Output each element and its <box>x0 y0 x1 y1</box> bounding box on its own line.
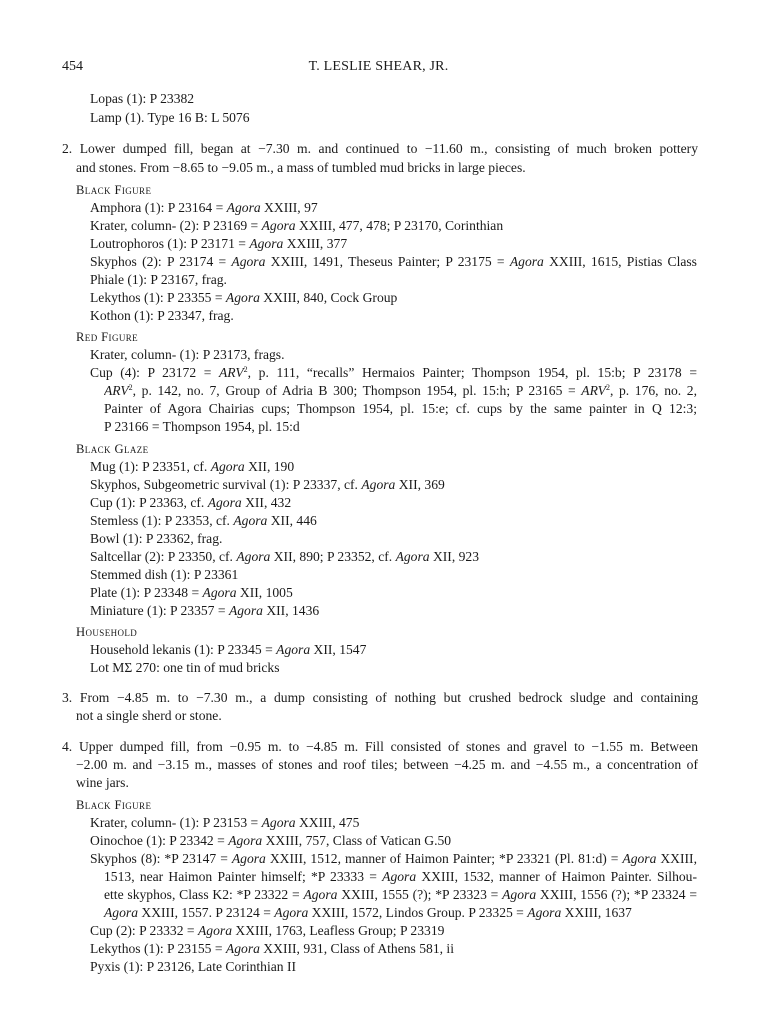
list-item: Painter of Agora Chairias cups; Thompson 1954, pl. 15:e; cf. cups by the same painter in Q 12:3; <box>104 401 697 416</box>
list-item: Bowl (1): P 23362, frag. <box>90 531 223 546</box>
list-item: ARV$^2$, p. 142, no. 7, Group of Adria B 300; Thompson 1954, pl. 15:h; P $23165 = ARV^2$, p. 176, no. 2, <box>104 383 697 398</box>
paragraph-line: 3. From −4.85 m. to −7.30 m., a dump consisting of nothing but crushed bedrock sludge and containing <box>62 690 698 705</box>
list-item: Krater, column- (2): P 23169 = Agora XXIII, 477, 478; P 23170, Corinthian <box>90 218 504 233</box>
list-item: Miniature (1): P 23357 = Agora XII, 1436 <box>90 603 320 618</box>
section-heading: Black Figure <box>76 183 152 197</box>
list-item: Krater, column- (1): P 23173, frags. <box>90 347 285 362</box>
list-item: Kothon (1): P 23347, frag. <box>90 308 234 323</box>
section-heading: Black Figure <box>76 798 152 812</box>
list-item: Skyphos, Subgeometric survival (1): P 23337, cf. Agora XII, 369 <box>90 477 445 492</box>
section-heading: Red Figure <box>76 330 139 344</box>
page-header <box>0 57 757 77</box>
list-item: P 23166 = Thompson 1954, pl. 15:d <box>104 419 300 434</box>
list-item: Skyphos (2): P 23174 = Agora XXIII, 1491, Theseus Painter; P 23175 = Agora XXIII, 1615, Pistias Class <box>90 254 697 269</box>
list-item: Oinochoe (1): P 23342 = Agora XXIII, 757, Class of Vatican G.50 <box>90 833 452 848</box>
page-number: 454 <box>62 59 83 74</box>
running-head: T. LESLIE SHEAR, JR. <box>308 59 449 74</box>
list-item: ette skyphos, Class K2: *P 23322 = Agora XXIII, 1555 (?); *P 23323 = Agora XXIII, 1556 (?); *P 23324 = <box>104 887 697 902</box>
list-item: Lekythos (1): P 23155 = Agora XXIII, 931, Class of Athens 581, ii <box>90 941 454 956</box>
list-item: Lamp (1). Type 16 B: L 5076 <box>90 110 250 125</box>
list-item: Stemless (1): P 23353, cf. Agora XII, 446 <box>90 513 317 528</box>
list-item: Phiale (1): P 23167, frag. <box>90 272 227 287</box>
paragraph-line: and stones. From −8.65 to −9.05 m., a mass of tumbled mud bricks in large pieces. <box>76 160 526 175</box>
list-item: Loutrophoros (1): P 23171 = Agora XXIII, 377 <box>90 236 348 251</box>
section-heading: Household <box>76 625 138 639</box>
list-item: Lekythos (1): P 23355 = Agora XXIII, 840, Cock Group <box>90 290 398 305</box>
paragraph-line: 2. Lower dumped fill, began at −7.30 m. and continued to −11.60 m., consisting of much broken pottery <box>62 141 698 156</box>
list-item: Household lekanis (1): P 23345 = Agora XII, 1547 <box>90 642 367 657</box>
list-item: Skyphos (8): *P 23147 = Agora XXIII, 1512, manner of Haimon Painter; *P 23321 (Pl. 81:d) = Agora XXIII, <box>90 851 697 866</box>
list-item: Cup (1): P 23363, cf. Agora XII, 432 <box>90 495 292 510</box>
paragraph-line: wine jars. <box>76 775 129 790</box>
list-item: Agora XXIII, 1557. P 23124 = Agora XXIII, 1572, Lindos Group. P 23325 = Agora XXIII, 1637 <box>104 905 632 920</box>
list-item: Lot ΜΣ 270: one tin of mud bricks <box>90 660 280 675</box>
list-item: Krater, column- (1): P 23153 = Agora XXIII, 475 <box>90 815 360 830</box>
list-item: Lopas (1): P 23382 <box>90 91 195 106</box>
list-item: Cup (2): P 23332 = Agora XXIII, 1763, Leafless Group; P 23319 <box>90 923 445 938</box>
paragraph-line: 4. Upper dumped fill, from −0.95 m. to −4.85 m. Fill consisted of stones and gravel to −1.55 m. Between <box>62 739 698 754</box>
paragraph-line: not a single sherd or stone. <box>76 708 222 723</box>
paragraph-line: −2.00 m. and −3.15 m., masses of stones and roof tiles; between −4.25 m. and −4.55 m., a concentration of <box>76 757 698 772</box>
list-item: Saltcellar (2): P 23350, cf. Agora XII, 890; P 23352, cf. Agora XII, 923 <box>90 549 480 564</box>
list-item: Plate (1): P 23348 = Agora XII, 1005 <box>90 585 293 600</box>
list-item: Pyxis (1): P 23126, Late Corinthian II <box>90 959 297 974</box>
list-item: Mug (1): P 23351, cf. Agora XII, 190 <box>90 459 295 474</box>
list-item: 1513, near Haimon Painter himself; *P 23333 = Agora XXIII, 1532, manner of Haimon Painter. Silhou- <box>104 869 697 884</box>
list-item: Cup (4): P $23172 = ARV^2$, p. 111, “recalls” Hermaios Painter; Thompson 1954, pl. 15:b; P 23178 = <box>90 365 697 380</box>
list-item: Amphora (1): P 23164 = Agora XXIII, 97 <box>90 200 318 215</box>
list-item: Stemmed dish (1): P 23361 <box>90 567 239 582</box>
section-heading: Black Glaze <box>76 442 149 456</box>
